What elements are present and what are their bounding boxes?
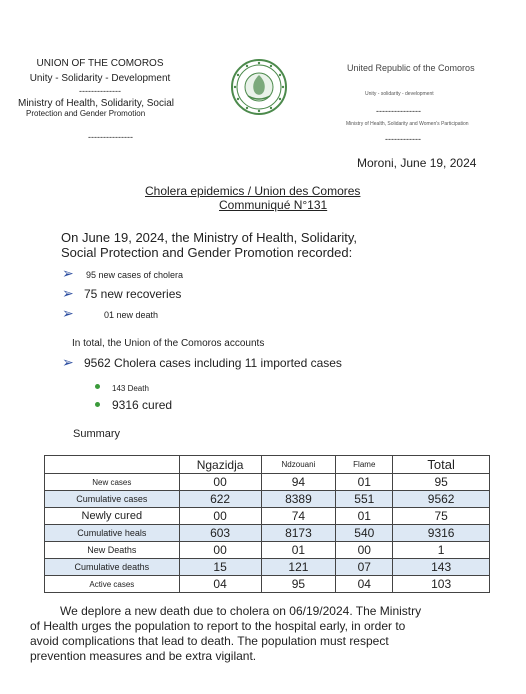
recorded-item: ➢ 75 new recoveries (62, 285, 182, 301)
row-label: Cumulative deaths (45, 559, 180, 576)
table-cell: 07 (336, 559, 393, 576)
header-right-country: United Republic of the Comoros (347, 63, 475, 73)
place-date: Moroni, June 19, 2024 (357, 156, 477, 170)
header-left-dashes-bottom: --------------- (88, 132, 133, 142)
table-cell: 95 (261, 576, 336, 593)
row-label: Active cases (45, 576, 180, 593)
table-cell: 01 (336, 508, 393, 525)
table-cell: 00 (179, 542, 261, 559)
table-row (45, 525, 490, 542)
table-cell: 551 (336, 491, 393, 508)
recorded-item: ➢ 01 new death (62, 305, 159, 321)
table-cell: 00 (336, 542, 393, 559)
arrow-bullet-icon: ➢ (62, 305, 74, 321)
table-cell: 74 (261, 508, 336, 525)
total-sub-item: 9316 cured (95, 396, 172, 414)
arrow-bullet-icon: ➢ (62, 285, 74, 301)
table-row (45, 474, 490, 491)
total-sub-item: 143 Death (95, 378, 149, 396)
row-label: Newly cured (45, 508, 180, 525)
intro-line-1: On June 19, 2024, the Ministry of Health, Solidarity, (61, 230, 358, 245)
closing-line-3: avoid complications that lead to death. The population must respect (30, 634, 389, 648)
communique-number: Communiqué N°131 (219, 198, 328, 212)
table-cell: 622 (179, 491, 261, 508)
table-header-cell: Flame (336, 456, 393, 474)
recorded-item: ➢ 95 new cases of cholera (62, 265, 184, 281)
table-cell: 15 (179, 559, 261, 576)
table-row (45, 559, 490, 576)
table-cell: 1 (393, 542, 490, 559)
row-label: Cumulative heals (45, 525, 180, 542)
header-left-dashes: -------------- (79, 86, 121, 96)
total-intro: In total, the Union of the Comoros accounts (72, 338, 265, 349)
closing-line-1: We deplore a new death due to cholera on 06/19/2024. The Ministry (60, 604, 422, 618)
header-right-dashes-bottom: ------------ (385, 134, 421, 144)
table-cell: 8173 (261, 525, 336, 542)
dot-bullet-icon (95, 402, 100, 407)
summary-label: Summary (73, 428, 121, 440)
table-cell: 01 (336, 474, 393, 491)
table-row (45, 491, 490, 508)
summary-table (44, 455, 490, 593)
table-cell: 8389 (261, 491, 336, 508)
header-right-motto: Unity - solidarity - development (365, 91, 434, 97)
table-cell: 9562 (393, 491, 490, 508)
table-cell: 94 (261, 474, 336, 491)
table-header-cell (45, 456, 180, 474)
table-cell: 143 (393, 559, 490, 576)
header-right-ministry: Ministry of Health, Solidarity and Women's Participation (346, 121, 469, 127)
intro-line-2: Social Protection and Gender Promotion recorded: (61, 245, 353, 260)
communique-title: Cholera epidemics / Union des Comores (145, 184, 361, 198)
table-row (45, 542, 490, 559)
header-left-country: UNION OF THE COMOROS (36, 58, 164, 69)
row-label: New Deaths (45, 542, 180, 559)
table-cell: 75 (393, 508, 490, 525)
table-header-cell: Total (393, 456, 490, 474)
table-row (45, 508, 490, 525)
table-cell: 04 (179, 576, 261, 593)
arrow-bullet-icon: ➢ (62, 265, 74, 281)
total-main-item: ➢ 9562 Cholera cases including 11 imported cases (62, 354, 342, 370)
table-cell: 00 (179, 508, 261, 525)
table-cell: 540 (336, 525, 393, 542)
row-label: New cases (45, 474, 180, 491)
table-cell: 9316 (393, 525, 490, 542)
table-header-cell: Ngazidja (179, 456, 261, 474)
arrow-bullet-icon: ➢ (62, 354, 74, 370)
header-left-motto: Unity - Solidarity - Development (29, 73, 171, 84)
header-right-dashes: --------------- (376, 106, 421, 116)
government-seal-icon (230, 58, 288, 116)
table-cell: 01 (261, 542, 336, 559)
table-row (45, 576, 490, 593)
header-left-ministry-line2: Protection and Gender Promotion (26, 109, 146, 118)
table-cell: 95 (393, 474, 490, 491)
closing-line-2: of Health urges the population to report to the hospital early, in order to (30, 619, 406, 633)
dot-bullet-icon (95, 384, 100, 389)
table-header-cell: Ndzouani (261, 456, 336, 474)
table-cell: 603 (179, 525, 261, 542)
table-cell: 04 (336, 576, 393, 593)
table-header-row (45, 456, 490, 474)
header-left-ministry-line1: Ministry of Health, Solidarity, Social (18, 98, 174, 109)
row-label: Cumulative cases (45, 491, 180, 508)
table-cell: 103 (393, 576, 490, 593)
table-cell: 121 (261, 559, 336, 576)
closing-line-4: prevention measures and be extra vigilant. (30, 649, 257, 663)
table-cell: 00 (179, 474, 261, 491)
